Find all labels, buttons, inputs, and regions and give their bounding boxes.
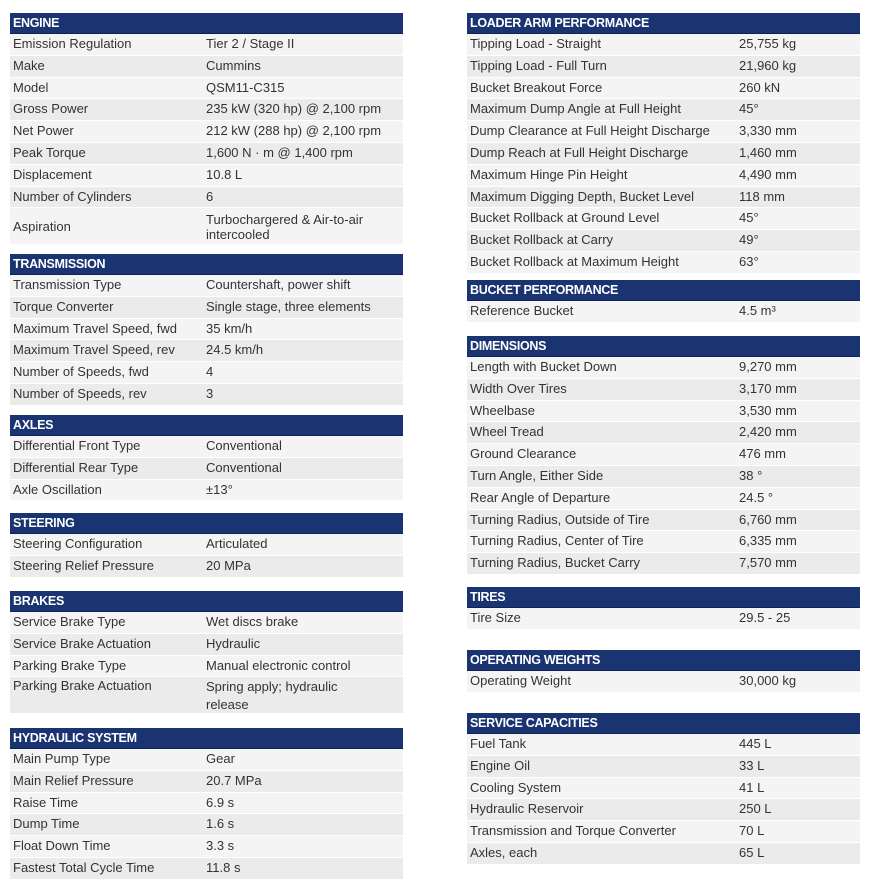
- spec-row: [467, 301, 860, 323]
- spec-label: Number of Cylinders: [13, 188, 132, 204]
- spec-label: Steering Configuration: [13, 536, 143, 551]
- spec-label: Transmission and Torque Converter: [470, 823, 676, 839]
- spec-value: 212 kW (288 hp) @ 2,100 rpm: [206, 123, 382, 139]
- section-header: BRAKES: [10, 591, 403, 612]
- spec-label: Width Over Tires: [470, 380, 567, 396]
- section-header: STEERING: [10, 513, 403, 534]
- section-header: LOADER ARM PERFORMANCE: [467, 13, 860, 34]
- spec-row: [10, 319, 403, 341]
- spec-label: Emission Regulation: [13, 36, 132, 51]
- engine-section: [10, 13, 403, 245]
- spec-row: [467, 357, 860, 379]
- spec-value: 20 MPa: [206, 557, 251, 573]
- spec-label: Bucket Breakout Force: [470, 79, 603, 95]
- spec-label: Dump Reach at Full Height Discharge: [470, 144, 689, 160]
- brakes-section: [10, 591, 403, 714]
- spec-value: 235 kW (320 hp) @ 2,100 rpm: [206, 101, 382, 117]
- spec-row: [467, 56, 860, 78]
- spec-label: Parking Brake Type: [13, 657, 127, 673]
- spec-row: [10, 208, 403, 245]
- spec-value: Countershaft, power shift: [206, 277, 351, 292]
- spec-label: Turn Angle, Either Side: [470, 467, 604, 483]
- dimensions-section: [467, 336, 860, 575]
- spec-value: 70 L: [739, 823, 765, 839]
- spec-row: [10, 384, 403, 406]
- spec-value: 3,170 mm: [739, 380, 797, 396]
- spec-value: 45°: [739, 210, 759, 226]
- spec-value: 476 mm: [739, 446, 786, 462]
- spec-value: 250 L: [739, 801, 772, 817]
- spec-row: [467, 121, 860, 143]
- spec-value: 445 L: [739, 736, 772, 751]
- spec-label: Aspiration: [13, 218, 71, 234]
- spec-row: [10, 340, 403, 362]
- spec-row: [467, 799, 860, 821]
- spec-label: Cooling System: [470, 779, 562, 795]
- spec-value: 41 L: [739, 779, 765, 795]
- spec-value: Turbochargered & Air-to-air intercooled: [206, 211, 364, 242]
- spec-value: Tier 2 / Stage II: [206, 36, 295, 51]
- spec-row: [10, 56, 403, 78]
- spec-value: 6.9 s: [206, 794, 235, 810]
- spec-row: [467, 208, 860, 230]
- spec-value: 21,960 kg: [739, 57, 797, 73]
- spec-value: Single stage, three elements: [206, 298, 371, 314]
- spec-label: Tipping Load - Straight: [470, 36, 602, 51]
- spec-value: Cummins: [206, 57, 261, 73]
- spec-value: 10.8 L: [206, 166, 243, 182]
- spec-row: [467, 671, 860, 693]
- section-header: ENGINE: [10, 13, 403, 34]
- spec-label: Length with Bucket Down: [470, 359, 617, 374]
- spec-label: Maximum Travel Speed, fwd: [13, 320, 178, 336]
- spec-row: [10, 749, 403, 771]
- section-header: HYDRAULIC SYSTEM: [10, 728, 403, 749]
- spec-value: 3,530 mm: [739, 402, 797, 418]
- spec-value: 30,000 kg: [739, 673, 797, 688]
- section-header: SERVICE CAPACITIES: [467, 713, 860, 734]
- spec-row: [10, 99, 403, 121]
- spec-label: Raise Time: [13, 794, 79, 810]
- spec-row: [10, 612, 403, 634]
- spec-row: [10, 677, 403, 714]
- spec-label: Service Brake Type: [13, 614, 126, 629]
- spec-value: Conventional: [206, 459, 282, 475]
- spec-label: Operating Weight: [470, 673, 571, 688]
- spec-label: Main Relief Pressure: [13, 772, 134, 788]
- spec-row: [10, 436, 403, 458]
- spec-label: Turning Radius, Center of Tire: [470, 533, 644, 549]
- spec-value: 1,600 N · m @ 1,400 rpm: [206, 144, 353, 160]
- service-capacities-section: [467, 713, 860, 865]
- spec-value: Wet discs brake: [206, 614, 299, 629]
- spec-row: [467, 608, 860, 630]
- spec-row: [467, 553, 860, 575]
- spec-row: [10, 656, 403, 678]
- tires-section: [467, 587, 860, 630]
- spec-label: Torque Converter: [13, 298, 114, 314]
- spec-label: Main Pump Type: [13, 751, 111, 766]
- spec-row: [467, 422, 860, 444]
- spec-row: [10, 771, 403, 793]
- spec-label: Maximum Travel Speed, rev: [13, 342, 175, 358]
- section-header: TRANSMISSION: [10, 254, 403, 275]
- spec-value: 3: [206, 385, 214, 401]
- spec-value: Articulated: [206, 536, 268, 551]
- spec-label: Dump Clearance at Full Height Discharge: [470, 123, 710, 139]
- section-header: OPERATING WEIGHTS: [467, 650, 860, 671]
- spec-label: Tipping Load - Full Turn: [470, 57, 607, 73]
- section-header: TIRES: [467, 587, 860, 608]
- spec-label: Steering Relief Pressure: [13, 557, 154, 573]
- spec-row: [467, 444, 860, 466]
- spec-row: [10, 34, 403, 56]
- spec-row: [467, 143, 860, 165]
- spec-label: Net Power: [13, 123, 74, 139]
- spec-value: 4.5 m³: [739, 303, 776, 318]
- spec-value: 2,420 mm: [739, 424, 797, 440]
- spec-value: 3.3 s: [206, 838, 235, 854]
- spec-label: Model: [13, 79, 49, 95]
- spec-row: [467, 821, 860, 843]
- spec-label: Wheel Tread: [470, 424, 544, 440]
- spec-value: 1,460 mm: [739, 144, 797, 160]
- spec-row: [467, 34, 860, 56]
- spec-row: [467, 488, 860, 510]
- spec-label: Peak Torque: [13, 144, 86, 160]
- section-header: AXLES: [10, 415, 403, 436]
- spec-row: [467, 531, 860, 553]
- spec-label: Number of Speeds, fwd: [13, 364, 149, 380]
- spec-value: 4: [206, 364, 214, 380]
- spec-value: Manual electronic control: [206, 657, 351, 673]
- spec-row: [467, 252, 860, 274]
- spec-value: 118 mm: [739, 188, 785, 204]
- spec-value: 6: [206, 188, 214, 204]
- spec-value: 6,335 mm: [739, 533, 797, 549]
- spec-row: [10, 836, 403, 858]
- operating-weights-section: [467, 650, 860, 693]
- spec-label: Float Down Time: [13, 838, 111, 854]
- transmission-section: [10, 254, 403, 406]
- spec-value: 20.7 MPa: [206, 772, 262, 788]
- spec-row: [467, 734, 860, 756]
- spec-row: [467, 165, 860, 187]
- steering-section: [10, 513, 403, 578]
- spec-label: Displacement: [13, 166, 92, 182]
- spec-label: Bucket Rollback at Ground Level: [470, 210, 660, 226]
- spec-label: Hydraulic Reservoir: [470, 801, 584, 817]
- spec-row: [467, 510, 860, 532]
- spec-value: Spring apply; hydraulic release: [206, 679, 338, 713]
- spec-row: [10, 121, 403, 143]
- spec-value: Hydraulic: [206, 635, 261, 651]
- spec-value: 4,490 mm: [739, 166, 797, 182]
- section-header: DIMENSIONS: [467, 336, 860, 357]
- spec-value: QSM11-C315: [206, 79, 285, 95]
- spec-row: [10, 458, 403, 480]
- spec-row: [10, 362, 403, 384]
- spec-label: Axle Oscillation: [13, 481, 102, 497]
- spec-value: 45°: [739, 101, 759, 117]
- spec-row: [467, 379, 860, 401]
- spec-label: Gross Power: [13, 101, 89, 117]
- loader-arm-performance-section: [467, 13, 860, 274]
- spec-label: Fastest Total Cycle Time: [13, 859, 155, 875]
- spec-label: Turning Radius, Bucket Carry: [470, 555, 641, 571]
- spec-row: [10, 143, 403, 165]
- spec-value: 65 L: [739, 844, 765, 860]
- spec-label: Dump Time: [13, 816, 80, 832]
- hydraulic-system-section: [10, 728, 403, 880]
- spec-row: [10, 187, 403, 209]
- section-header: BUCKET PERFORMANCE: [467, 280, 860, 301]
- spec-row: [467, 401, 860, 423]
- spec-label: Rear Angle of Departure: [470, 489, 611, 505]
- spec-label: Bucket Rollback at Carry: [470, 232, 614, 248]
- spec-value: Conventional: [206, 438, 282, 453]
- spec-label: Differential Rear Type: [13, 459, 139, 475]
- spec-label: Tire Size: [470, 610, 521, 625]
- spec-value: 33 L: [739, 757, 765, 773]
- spec-row: [10, 78, 403, 100]
- spec-label: Maximum Digging Depth, Bucket Level: [470, 188, 694, 204]
- spec-label: Reference Bucket: [470, 303, 574, 318]
- spec-value: 35 km/h: [206, 320, 253, 336]
- spec-row: [467, 466, 860, 488]
- spec-value: ±13°: [206, 481, 233, 497]
- spec-label: Turning Radius, Outside of Tire: [470, 511, 650, 527]
- spec-value: 1.6 s: [206, 816, 235, 832]
- spec-row: [467, 230, 860, 252]
- spec-value: 24.5 km/h: [206, 342, 264, 358]
- spec-value: 38 °: [739, 467, 763, 483]
- spec-row: [10, 480, 403, 502]
- spec-label: Wheelbase: [470, 402, 536, 418]
- spec-row: [10, 556, 403, 578]
- spec-label: Fuel Tank: [470, 736, 527, 751]
- spec-label: Ground Clearance: [470, 446, 577, 462]
- spec-label: Parking Brake Actuation: [13, 678, 152, 694]
- spec-value: Gear: [206, 751, 235, 766]
- spec-row: [10, 793, 403, 815]
- spec-label: Service Brake Actuation: [13, 635, 152, 651]
- spec-label: Engine Oil: [470, 757, 530, 773]
- spec-row: [10, 814, 403, 836]
- spec-value: 49°: [739, 232, 759, 248]
- spec-row: [10, 275, 403, 297]
- spec-value: 9,270 mm: [739, 359, 797, 374]
- spec-row: [467, 756, 860, 778]
- axles-section: [10, 415, 403, 501]
- spec-label: Maximum Hinge Pin Height: [470, 166, 628, 182]
- spec-label: Axles, each: [470, 844, 538, 860]
- spec-row: [467, 99, 860, 121]
- spec-row: [467, 843, 860, 865]
- spec-value: 25,755 kg: [739, 36, 797, 51]
- spec-row: [10, 165, 403, 187]
- spec-row: [10, 297, 403, 319]
- spec-label: Maximum Dump Angle at Full Height: [470, 101, 681, 117]
- spec-value: 29.5 - 25: [739, 610, 791, 625]
- spec-row: [467, 78, 860, 100]
- spec-label: Transmission Type: [13, 277, 122, 292]
- spec-value: 7,570 mm: [739, 555, 797, 571]
- spec-value: 24.5 °: [739, 489, 774, 505]
- spec-row: [10, 634, 403, 656]
- spec-label: Make: [13, 57, 45, 73]
- spec-value: 11.8 s: [206, 859, 241, 875]
- spec-label: Bucket Rollback at Maximum Height: [470, 253, 679, 269]
- spec-value: 260 kN: [739, 79, 781, 95]
- spec-row: [467, 778, 860, 800]
- spec-row: [10, 534, 403, 556]
- spec-label: Differential Front Type: [13, 438, 141, 453]
- spec-label: Number of Speeds, rev: [13, 385, 147, 401]
- spec-value: 63°: [739, 253, 759, 269]
- spec-row: [467, 187, 860, 209]
- bucket-performance-section: [467, 280, 860, 323]
- spec-value: 6,760 mm: [739, 511, 797, 527]
- spec-value: 3,330 mm: [739, 123, 797, 139]
